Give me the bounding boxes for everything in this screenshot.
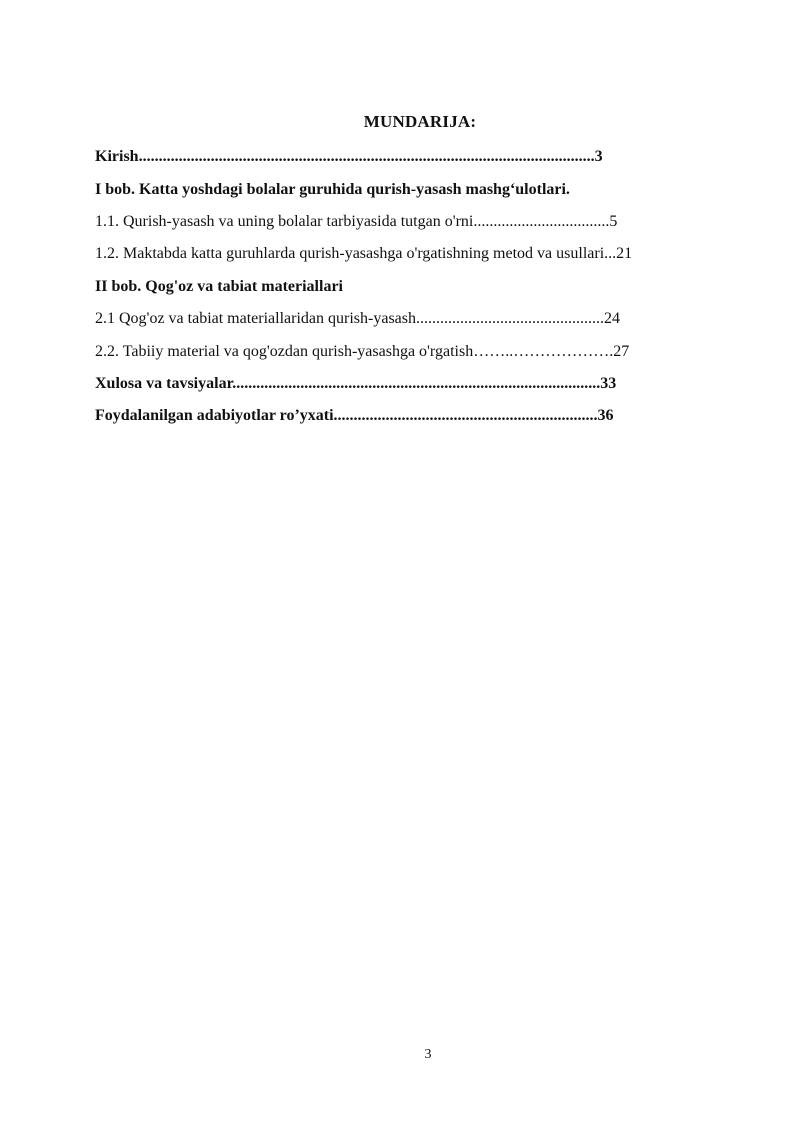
toc-entry-section-1-1: 1.1. Qurish-yasash va uning bolalar tarbiyasida tutgan o'rni..................................5 [95,213,618,230]
toc-entry-conclusion: Xulosa va tavsiyalar............................................................................................33 [95,375,617,392]
toc-entry-chapter-1: I bob. Katta yoshdagi bolalar guruhida qurish-yasash mashg‘ulotlari. [95,181,570,198]
toc-title: MUNDARIJA: [363,112,477,131]
toc-entry-section-1-2: 1.2. Maktabda katta guruhlarda qurish-yasashga o'rgatishning metod va usullari...21 [95,245,633,262]
toc-entry-kirish: Kirish..................................................................................................................3 [95,148,603,165]
toc-entry-references: Foydalanilgan adabiyotlar ro’yxati..................................................................36 [95,407,614,424]
toc-entry-chapter-2: II bob. Qog'oz va tabiat materiallari [95,278,343,295]
page-number: 3 [424,1047,432,1062]
toc-entry-section-2-1: 2.1 Qog'oz va tabiat materiallaridan qurish-yasash...............................................24 [95,310,620,327]
toc-entry-section-2-2: 2.2. Tabiiy material va qog'ozdan qurish-yasashga o'rgatish……..……………….27 [95,343,630,360]
